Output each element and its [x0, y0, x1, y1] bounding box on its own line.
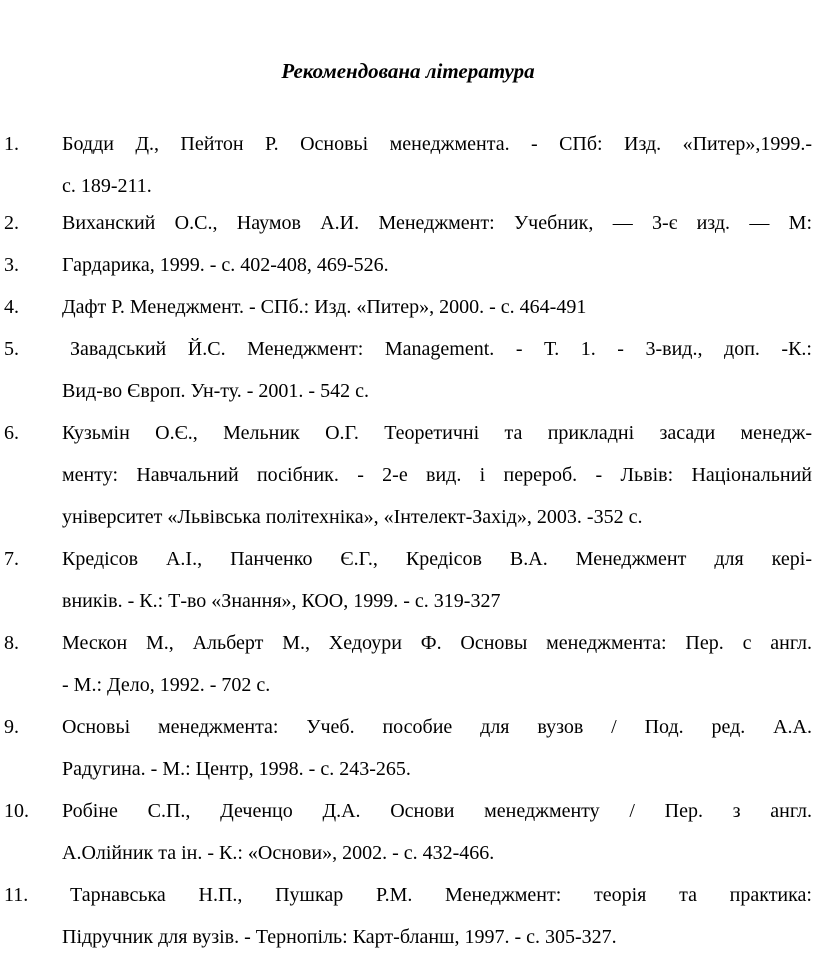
item-number: 5. [4, 338, 19, 360]
item-number: 9. [4, 716, 19, 738]
item-number: 1. [4, 133, 19, 155]
item-number: 3. [4, 254, 19, 276]
item-text-line: Мескон М., Альберт М., Хедоури Ф. Основы менеджмента: Пер. с англ. [62, 632, 812, 654]
item-number: 2. [4, 212, 19, 234]
item-text-line: Кузьмін О.Є., Мельник О.Г. Теоретичні та прикладні засади менедж- [62, 422, 812, 444]
item-number: 11. [4, 884, 29, 906]
item-text-line: Вид-во Європ. Ун-ту. - 2001. - 542 с. [62, 380, 369, 402]
item-number: 8. [4, 632, 19, 654]
item-text-line: Завадський Й.С. Менеджмент: Management. - Т. 1. - 3-вид., доп. -К.: [70, 338, 812, 360]
item-text-line: університет «Львівська політехніка», «Інтелект-Захід», 2003. -352 с. [62, 506, 643, 528]
item-text-line: - М.: Дело, 1992. - 702 с. [62, 674, 271, 696]
item-number: 7. [4, 548, 19, 570]
item-text-line: А.Олійник та ін. - К.: «Основи», 2002. - с. 432-466. [62, 842, 495, 864]
item-text-line: Радугина. - М.: Центр, 1998. - с. 243-265. [62, 758, 411, 780]
item-text-line: Виханский О.С., Наумов А.И. Менеджмент: Учебник, — 3-є изд. — М: [62, 212, 812, 234]
page-title: Рекомендована література [281, 59, 535, 83]
item-text-line: с. 189-211. [62, 175, 152, 197]
item-text-line: Гардарика, 1999. - с. 402-408, 469-526. [62, 254, 389, 276]
item-text-line: Кредісов А.І., Панченко Є.Г., Кредісов В.А. Менеджмент для кері- [62, 548, 812, 570]
item-number: 4. [4, 296, 19, 318]
item-text-line: Підручник для вузів. - Тернопіль: Карт-бланш, 1997. - с. 305-327. [62, 926, 617, 948]
item-text-line: менту: Навчальний посібник. - 2-е вид. і перероб. - Львів: Національний [62, 464, 812, 486]
item-number: 10. [4, 800, 29, 822]
item-text-line: Основьі менеджмента: Учеб. пособие для вузов / Под. ред. А.А. [62, 716, 812, 738]
item-number: 6. [4, 422, 19, 444]
item-text-line: Бодди Д., Пейтон Р. Основьі менеджмента. - СПб: Изд. «Питер»,1999.- [62, 133, 812, 155]
item-text-line: Тарнавська Н.П., Пушкар Р.М. Менеджмент: теорія та практика: [70, 884, 812, 906]
item-text-line: вників. - К.: Т-во «Знання», КОО, 1999. - с. 319-327 [62, 590, 501, 612]
item-text-line: Робіне С.П., Деченцо Д.А. Основи менеджменту / Пер. з англ. [62, 800, 812, 822]
item-text-line: Дафт Р. Менеджмент. - СПб.: Изд. «Питер», 2000. - с. 464-491 [62, 296, 587, 318]
